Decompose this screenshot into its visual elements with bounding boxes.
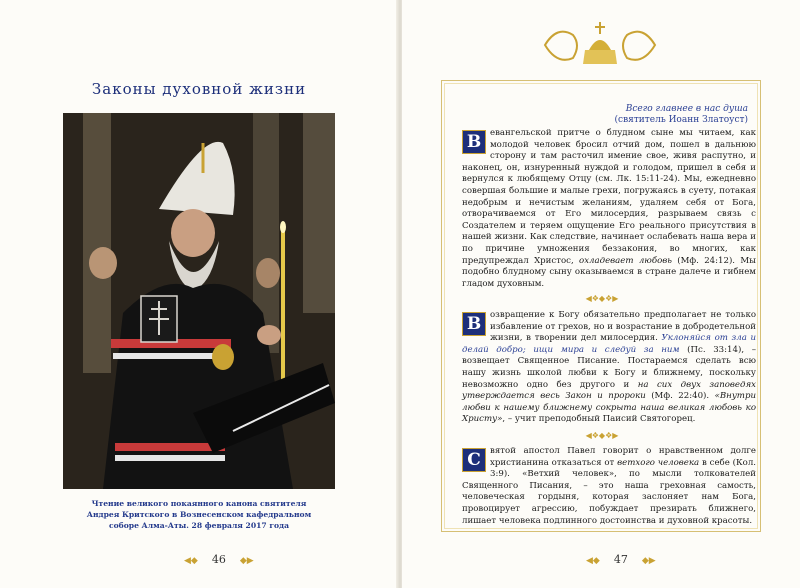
- paragraph-2: [462, 310, 756, 426]
- ornament-divider: ◀❖◆❖▶: [585, 294, 619, 303]
- left-page: [0, 0, 398, 588]
- page-number-left: [170, 553, 268, 566]
- paragraph-text: вятой апостол Павел говорит о нравственном долге христианина отказаться от: [490, 446, 756, 468]
- paragraph-3: [462, 446, 756, 527]
- epigraph: [482, 104, 748, 126]
- page-title: Законы духовной жизни: [91, 80, 307, 98]
- ornament-icon: ◀◆: [586, 556, 600, 566]
- paragraph-text: , – учит преподобный Паисий Святогорец.: [502, 414, 696, 425]
- ornament-divider: ◀❖◆❖▶: [585, 431, 619, 440]
- epigraph-quote: Всего главнее в нас душа: [625, 104, 748, 114]
- ornament-icon: ◆▶: [641, 556, 656, 566]
- paragraph-italic: охладевает любовь: [579, 255, 672, 266]
- ornament-icon: ◆▶: [239, 556, 254, 566]
- liturgy-photo: [63, 113, 335, 489]
- paragraph-text: озвращение к Богу обязательно предполагает не только избавление от грехов, но и возрастание в добродетельной жизни, в творении дел милосердия.: [490, 310, 756, 344]
- ornament-icon: ◀◆: [184, 556, 198, 566]
- church-crest-icon: [537, 20, 663, 70]
- page-number-text: 47: [613, 553, 628, 566]
- dropcap: В: [462, 312, 486, 336]
- photo-caption: Чтение великого покаянного канона святителя Андрея Критского в Вознесенском кафедральном соборе Алма-Аты. 28 февраля 2017 года: [86, 499, 312, 530]
- page-number-text: 46: [211, 553, 226, 566]
- epigraph-source: (святитель Иоанн Златоуст): [614, 115, 748, 125]
- page-number-right: [572, 553, 670, 566]
- dropcap: С: [462, 448, 486, 472]
- photo-illustration: [63, 113, 335, 489]
- paragraph-italic: ветхого человека: [617, 457, 700, 468]
- paragraph-text: (Мф. 24:12). Мы подобно блудному сыну оказываемся в стране далече и гибнем гладом духовным.: [462, 255, 756, 289]
- paragraph-italic: на сих двух заповедях утверждается весь Закон и пророки: [462, 379, 756, 402]
- paragraph-italic: «Внутри любви к нашему ближнему сокрыта наша великая любовь ко Христу»: [462, 391, 756, 425]
- paragraph-italic: Уклоняйся от зла и делай добро; ищи мира и следуй за ним: [462, 333, 756, 355]
- paragraph-text: (Мф. 22:40).: [645, 391, 715, 402]
- paragraph-text: в себе (Кол. 3:9). «Ветхий человек», по мысли толкователей Священного Писания, – это наша греховная самость, человеческая гордыня, которая заслоняет нам Бога, провоцирует агрессию, побуждает презирать ближнего, лишает человека подлинного достоинства и духовной красоты.: [462, 457, 757, 526]
- paragraph-text: евангельской притче о блудном сыне мы читаем, как молодой человек бросил отчий дом, пошел в дальнюю сторону и там расточил имение свое, живя распутно, и наконец, он, изнуренный нуждой и голодом, пришел в себя и вернулся к любящему Отцу (см. Лк. 15:11-24). Мы, ежедневно совершая большие и малые грехи, погружаясь в суету, потакая недобрым и нечистым желаниям, удаляем себя от Бога, отворачиваемся от Его милосердия, разрываем связь с Создателем и теряем ощущение Его реального присутствия в нашей жизни. Как следствие, начинает ослабевать наша вера и по причине умножения беззакония, во многих, как предупреждал Христос,: [462, 128, 756, 266]
- right-page: [402, 0, 800, 588]
- dropcap: В: [462, 130, 486, 154]
- paragraph-text: (Пс. 33:14), – возвещает Священное Писание. Постараемся сделать всю нашу жизнь школой любви к Богу и ближнему, поскольку невозможно одно без другого и: [462, 344, 757, 390]
- paragraph-1: [462, 128, 756, 290]
